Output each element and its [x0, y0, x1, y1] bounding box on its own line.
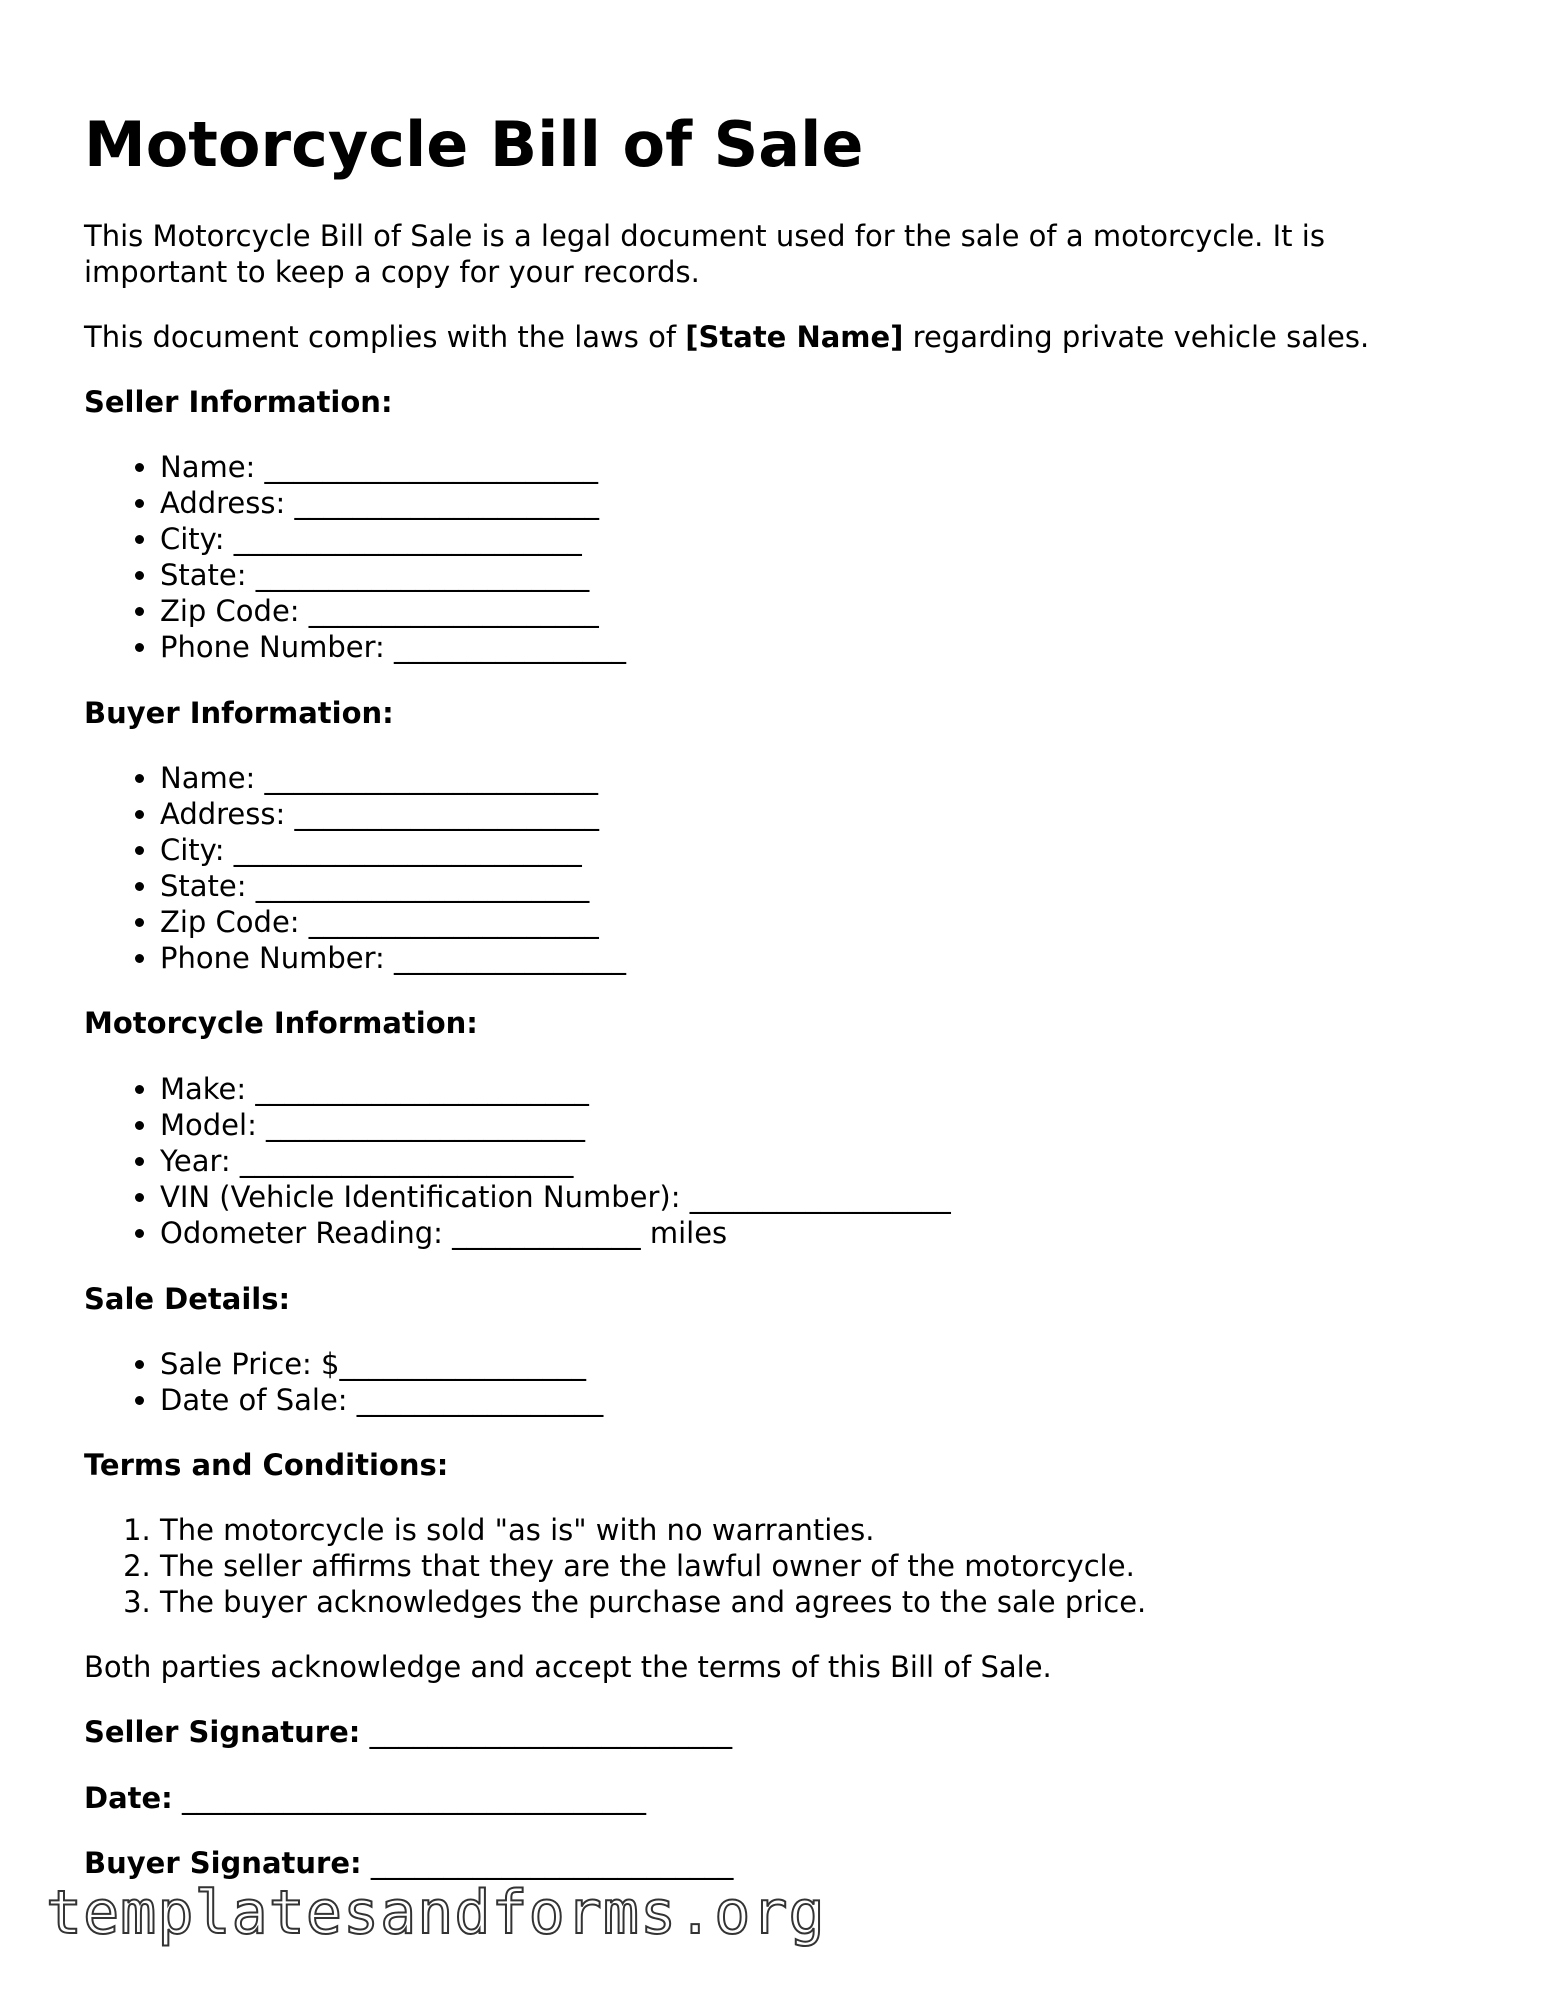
motorcycle-year-field: • Year: _______________________ [160, 1143, 951, 1179]
buyer-field-list [84, 760, 626, 976]
buyer-address-field: • Address: _____________________ [160, 796, 626, 832]
sale-field-list [84, 1346, 603, 1418]
date-signature-label: Date: [84, 1781, 173, 1815]
intro-paragraph-line1: This Motorcycle Bill of Sale is a legal document used for the sale of a motorcycle. It is [84, 219, 1325, 253]
sale-date-field: • Date of Sale: _________________ [160, 1382, 603, 1418]
seller-signature-blank: _________________________ [360, 1715, 733, 1749]
motorcycle-field-list [84, 1071, 951, 1251]
sale-heading: Sale Details: [84, 1282, 291, 1316]
terms-list [84, 1512, 1146, 1620]
motorcycle-odometer-field: • Odometer Reading: _____________ miles [160, 1215, 951, 1251]
seller-phone-field: • Phone Number: ________________ [160, 629, 626, 665]
seller-field-list [84, 449, 626, 665]
seller-heading: Seller Information: [84, 385, 393, 419]
seller-signature-line [84, 1714, 732, 1750]
seller-name-field: • Name: _______________________ [160, 449, 626, 485]
motorcycle-model-field: • Model: ______________________ [160, 1107, 951, 1143]
buyer-signature-line [84, 1845, 733, 1881]
watermark-text: templatesandforms.org [46, 1878, 826, 1948]
term-item: 1. The motorcycle is sold "as is" with no warranties. [160, 1512, 1146, 1548]
buyer-zip-field: • Zip Code: ____________________ [160, 904, 626, 940]
page-title: Motorcycle Bill of Sale [84, 108, 864, 181]
term-item: 2. The seller affirms that they are the lawful owner of the motorcycle. [160, 1548, 1146, 1584]
sale-price-field: • Sale Price: $_________________ [160, 1346, 603, 1382]
buyer-state-field: • State: _______________________ [160, 868, 626, 904]
seller-state-field: • State: _______________________ [160, 557, 626, 593]
buyer-signature-blank: _________________________ [361, 1846, 734, 1880]
intro-paragraph-line2: important to keep a copy for your records. [84, 255, 700, 289]
compliance-prefix: This document complies with the laws of [84, 320, 686, 354]
seller-address-field: • Address: _____________________ [160, 485, 626, 521]
date-signature-blank: ________________________________ [172, 1781, 646, 1815]
buyer-heading: Buyer Information: [84, 696, 394, 730]
seller-signature-label: Seller Signature: [84, 1715, 361, 1749]
date-signature-line [84, 1780, 646, 1816]
buyer-name-field: • Name: _______________________ [160, 760, 626, 796]
buyer-city-field: • City: ________________________ [160, 832, 626, 868]
motorcycle-make-field: • Make: _______________________ [160, 1071, 951, 1107]
terms-heading: Terms and Conditions: [84, 1448, 449, 1482]
acknowledgement-paragraph: Both parties acknowledge and accept the terms of this Bill of Sale. [84, 1650, 1052, 1684]
motorcycle-heading: Motorcycle Information: [84, 1006, 478, 1040]
seller-zip-field: • Zip Code: ____________________ [160, 593, 626, 629]
term-item: 3. The buyer acknowledges the purchase and agrees to the sale price. [160, 1584, 1146, 1620]
buyer-phone-field: • Phone Number: ________________ [160, 940, 626, 976]
motorcycle-vin-field: • VIN (Vehicle Identification Number): __________________ [160, 1179, 951, 1215]
compliance-suffix: regarding private vehicle sales. [903, 320, 1370, 354]
buyer-signature-label: Buyer Signature: [84, 1846, 362, 1880]
seller-city-field: • City: ________________________ [160, 521, 626, 557]
state-name-placeholder: [State Name] [685, 320, 904, 354]
compliance-paragraph [84, 319, 1369, 355]
